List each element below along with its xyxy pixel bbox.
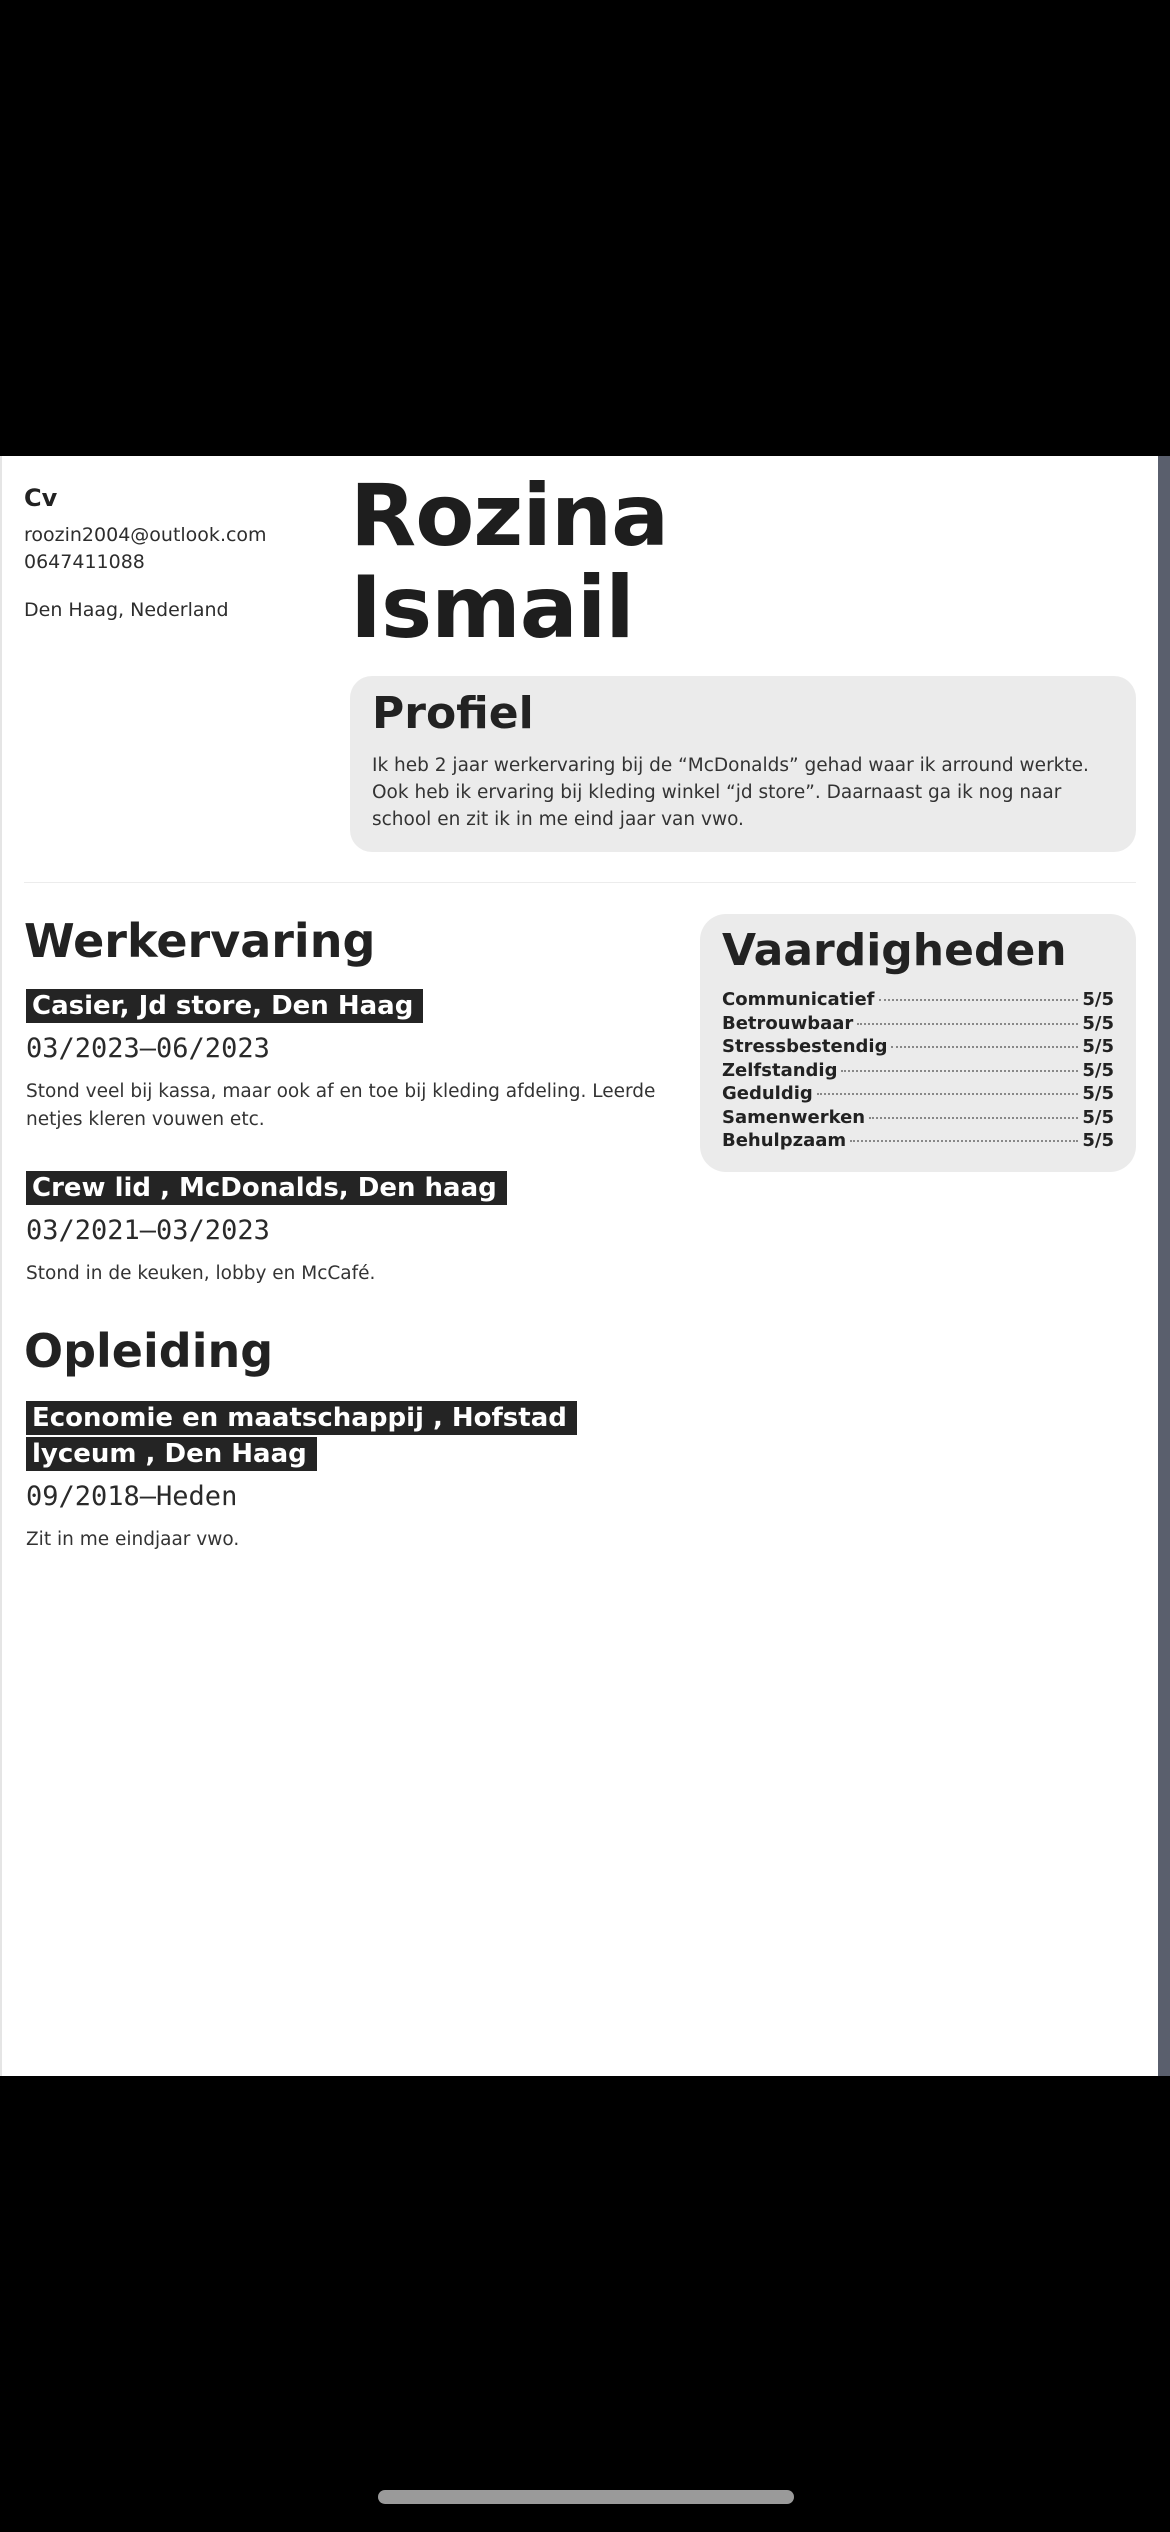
profile-card — [350, 676, 1136, 852]
experience-entry — [26, 988, 666, 1134]
home-indicator[interactable] — [378, 2490, 794, 2504]
entry-title: Economie en maatschappij , Hofstad lyceum , Den Haag — [26, 1401, 577, 1471]
skills-card — [700, 914, 1136, 1172]
experience-entry — [26, 1170, 666, 1288]
skill-row — [722, 1012, 1114, 1036]
entry-title: Crew lid , McDonalds, Den haag — [26, 1171, 507, 1205]
profile-title: Profiel — [372, 688, 534, 739]
skill-row — [722, 988, 1114, 1012]
dot-leader — [841, 1070, 1078, 1072]
entry-description: Stond veel bij kassa, maar ook af en toe bij kleding afdeling. Leerde netjes kleren vouwen etc. — [26, 1081, 656, 1130]
skill-score: 5/5 — [1082, 1036, 1114, 1057]
entry-date: 09/2018—Heden — [26, 1481, 238, 1512]
education-title: Opleiding — [24, 1324, 274, 1378]
cv-page[interactable] — [0, 456, 1158, 2076]
dot-leader — [879, 999, 1079, 1001]
skill-row — [722, 1059, 1114, 1083]
skill-score: 5/5 — [1082, 1083, 1114, 1104]
dot-leader — [891, 1046, 1078, 1048]
skill-name: Communicatief — [722, 989, 875, 1010]
section-divider — [24, 882, 1136, 883]
skills-title: Vaardigheden — [722, 925, 1067, 976]
dot-leader — [857, 1023, 1078, 1025]
scrollbar[interactable] — [1158, 456, 1170, 2076]
contact-block — [24, 484, 324, 624]
skill-score: 5/5 — [1082, 989, 1114, 1010]
last-name: Ismail — [350, 558, 634, 658]
email-text[interactable]: roozin2004@outlook.com — [24, 524, 267, 546]
phone-text[interactable]: 0647411088 — [24, 551, 145, 573]
cv-label: Cv — [24, 484, 58, 512]
skill-name: Zelfstandig — [722, 1059, 838, 1081]
education-entry — [26, 1400, 666, 1554]
dot-leader — [850, 1140, 1078, 1142]
skill-row — [722, 1129, 1114, 1153]
skill-score: 5/5 — [1082, 1012, 1114, 1034]
profile-text: Ik heb 2 jaar werkervaring bij de “McDonalds” gehad waar ik arround werkte. Ook heb ik ervaring bij kleding winkel “jd store”. Daarnaast ga ik nog naar school en zit ik in me eind jaar van vwo. — [372, 755, 1089, 830]
skill-name: Betrouwbaar — [722, 1012, 854, 1034]
dot-leader — [869, 1117, 1078, 1119]
experience-title: Werkervaring — [24, 914, 376, 968]
first-name: Rozina — [350, 466, 669, 566]
skill-row — [722, 1106, 1114, 1130]
entry-date: 03/2021—03/2023 — [26, 1215, 270, 1246]
entry-description: Zit in me eindjaar vwo. — [26, 1529, 240, 1550]
skill-name: Stressbestendig — [722, 1036, 888, 1057]
entry-title: Casier, Jd store, Den Haag — [26, 989, 423, 1023]
skill-score: 5/5 — [1082, 1106, 1114, 1128]
full-name — [350, 466, 770, 658]
skill-row — [722, 1082, 1114, 1106]
skill-name: Behulpzaam — [722, 1130, 847, 1151]
dot-leader — [817, 1093, 1079, 1095]
skill-score: 5/5 — [1082, 1059, 1114, 1081]
entry-date: 03/2023—06/2023 — [26, 1033, 270, 1064]
skill-name: Geduldig — [722, 1083, 813, 1104]
skill-row — [722, 1035, 1114, 1059]
entry-description: Stond in de keuken, lobby en McCafé. — [26, 1263, 376, 1284]
skill-name: Samenwerken — [722, 1106, 866, 1128]
location-text: Den Haag, Nederland — [24, 599, 229, 621]
skill-score: 5/5 — [1082, 1130, 1114, 1151]
